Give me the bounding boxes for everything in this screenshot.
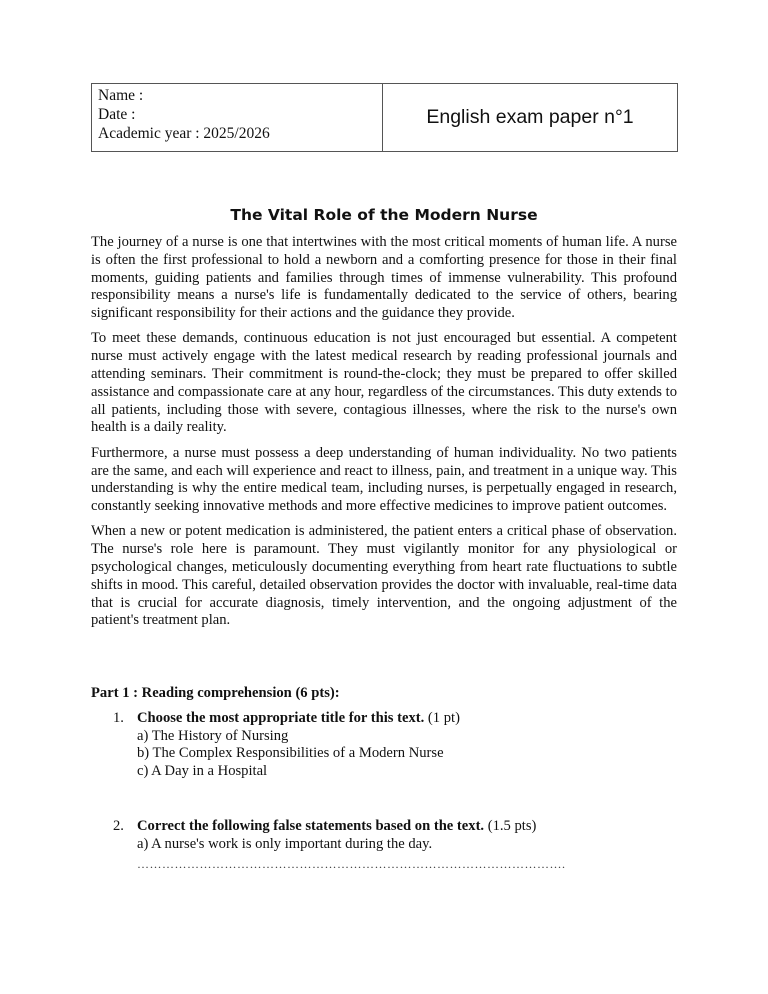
date-label: Date : [98,106,136,123]
article-body [91,234,677,638]
answer-line[interactable]: …………………………………………………………………………………………. [137,857,566,871]
question-number: 2. [113,818,124,834]
article-title: The Vital Role of the Modern Nurse [230,206,538,224]
option-c: c) A Day in a Hospital [137,762,268,779]
option-a: a) The History of Nursing [137,727,289,744]
paragraph: Furthermore, a nurse must possess a deep understanding of human individuality. No two patients are the same, and each will experience and react to illness, pain, and treatment in a unique way. This understanding is why the entire medical team, including nurses, is perpetually engaged in research, constantly seeking innovative methods and more effective medicines to improve patient outcomes. [91,444,677,515]
name-label: Name : [98,87,144,104]
question-points: (1 pt) [427,710,460,726]
question-2 [113,818,673,853]
student-info [92,84,383,151]
option-b: b) The Complex Responsibilities of a Modern Nurse [137,745,444,762]
exam-title: English exam paper n°1 [426,106,634,128]
question-stem: Choose the most appropriate title for this text. [137,710,425,726]
paragraph: The journey of a nurse is one that intertwines with the most critical moments of human life. A nurse is often the first professional to hold a newborn and a comforting presence for those in their final moments, guiding patients and families through times of immense vulnerability. This profound responsibility means a nurse's life is fundamentally dedicated to the service of others, bearing significant responsibility for their actions and the guidance they provide. [91,234,677,322]
academic-year-label: Academic year : 2025/2026 [98,125,270,142]
question-1 [113,710,673,780]
part1-heading: Part 1 : Reading comprehension (6 pts): [91,685,340,701]
exam-header [91,83,678,152]
question-stem: Correct the following false statements based on the text. [137,818,485,834]
paragraph: To meet these demands, continuous education is not just encouraged but essential. A competent nurse must actively engage with the latest medical research by reading professional journals and attending seminars. Their commitment is round-the-clock; they must be prepared to offer skilled assistance and compassionate care at any hour, regardless of the circumstances. This duty extends to all patients, including those with severe, contagious illnesses, where the risk to the nurse's own health is a daily reality. [91,330,677,436]
question-points: (1.5 pts) [487,818,537,834]
paragraph: When a new or potent medication is administered, the patient enters a critical phase of observation. The nurse's role here is paramount. They must vigilantly monitor for any physiological or psychological changes, meticulously documenting everything from heart rate fluctuations to subtle shifts in mood. This careful, detailed observation provides the doctor with invaluable, real-time data that is crucial for accurate diagnosis, timely intervention, and the ongoing adjustment of the patient's treatment plan. [91,523,677,629]
statement-a: a) A nurse's work is only important during the day. [137,835,433,852]
question-number: 1. [113,710,124,726]
